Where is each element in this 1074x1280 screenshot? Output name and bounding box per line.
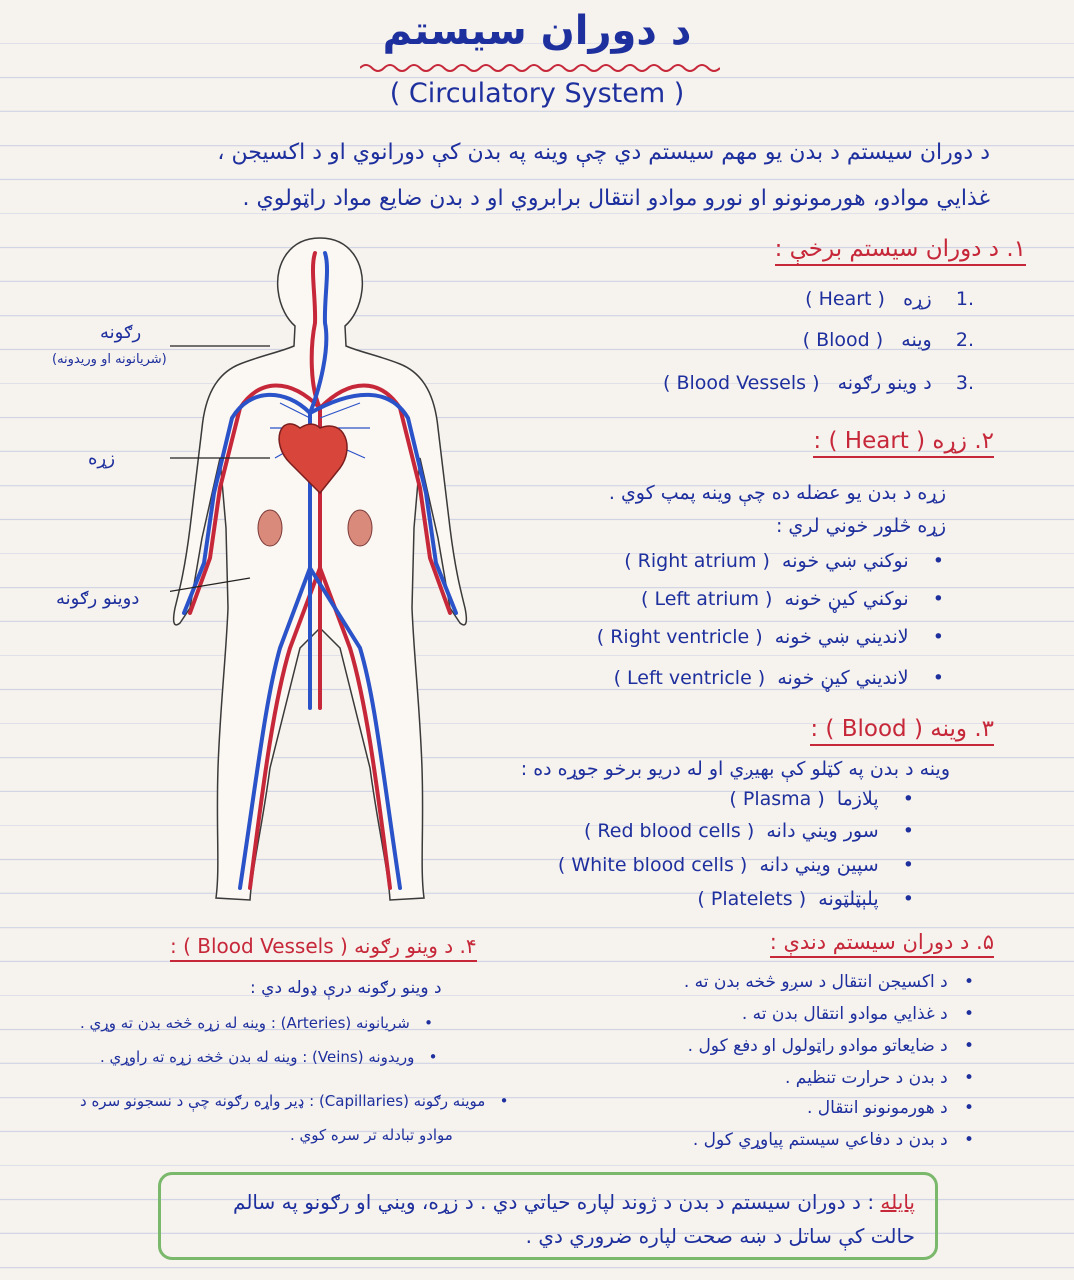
- item-number: .1: [955, 288, 974, 310]
- item-text: د بدن د دفاعي سیستم پیاوړي کول .: [692, 1130, 948, 1150]
- item-pashto: سور ویني دانه: [766, 820, 879, 842]
- intro-line: د دوران سیستم د بدن یو مهم سیستم دي چې وینه په بدن کې دورانوي او د اکسیجن ،: [217, 140, 990, 165]
- item-english: ( Blood Vessels ): [663, 372, 820, 394]
- list-item: • د اکسیجن انتقال د سږو څخه بدن ته .: [683, 972, 974, 992]
- list-item: • شریانونه (Arteries) : وینه له زړه څخه بدن ته وړي .: [80, 1014, 433, 1032]
- list-item: • د ضایعاتو موادو راټولول او دفع کول .: [687, 1036, 974, 1056]
- section4-line: د وینو رګونه درې ډوله دي :: [250, 978, 442, 998]
- section4-heading: ۴. د وینو رګونه ( Blood Vessels ) :: [170, 934, 477, 962]
- list-item: [805, 288, 974, 310]
- item-text: د هورمونونو انتقال .: [806, 1098, 948, 1118]
- list-item: • پلېټلټونه ( Platelets ): [697, 888, 914, 910]
- list-item: • پلازما ( Plasma ): [729, 788, 914, 810]
- section2-heading: ۲. زړه ( Heart ) :: [813, 428, 994, 458]
- item-text: شریانونه (Arteries) : وینه له زړه څخه بدن ته وړي .: [80, 1014, 410, 1032]
- item-pashto: لاندیني ښي خونه: [774, 626, 909, 648]
- item-pashto: سپین ویني دانه: [759, 854, 879, 876]
- item-text: وریدونه (Veins) : وینه له بدن څخه زړه ته راوړي .: [100, 1048, 415, 1066]
- item-number: .3: [955, 372, 974, 394]
- item-text: موینه رګونه (Capillaries) : ډیر واړه رګونه چې د نسجونو سره د: [80, 1092, 486, 1110]
- label-heart: زړه: [88, 448, 116, 469]
- intro-paragraph: [60, 130, 990, 222]
- item-pashto: پلېټلټونه: [818, 888, 879, 910]
- section2-line: زړه څلور خوني لري :: [775, 515, 946, 537]
- list-item: • وریدونه (Veins) : وینه له بدن څخه زړه ته راوړي .: [100, 1048, 438, 1066]
- list-item: [803, 329, 974, 351]
- item-pashto: لاندیني کیڼ خونه: [777, 667, 909, 689]
- list-item: • موینه رګونه (Capillaries) : ډیر واړه رګونه چې د نسجونو سره د: [80, 1092, 509, 1110]
- section4-continuation: موادو تبادله تر سره کوي .: [290, 1126, 453, 1144]
- section2-line: زړه د بدن یو عضله ده چې وینه پمپ کوي .: [608, 482, 946, 504]
- item-english: ( Heart ): [805, 288, 885, 310]
- summary-text: : د دوران سیستم د بدن د ژوند لپاره حیاتي دي . د زړه، ویني او رګونو په سالم: [233, 1190, 875, 1214]
- list-item: • لاندیني کیڼ خونه ( Left ventricle ): [613, 667, 944, 689]
- item-pashto: نوکني کیڼ خونه: [784, 588, 909, 610]
- item-english: ( Left ventricle ): [613, 667, 766, 689]
- item-english: ( Left atrium ): [641, 588, 773, 610]
- list-item: • نوکني کیڼ خونه ( Left atrium ): [641, 588, 944, 610]
- list-item: [663, 372, 974, 394]
- item-pashto: وینه: [901, 329, 932, 351]
- summary-key: پایله: [880, 1190, 915, 1214]
- list-item: • د هورمونونو انتقال .: [806, 1098, 974, 1118]
- item-pashto: نوکني ښي خونه: [782, 550, 909, 572]
- summary-box: [158, 1172, 938, 1260]
- label-vessels-sub: (شریانونه او وریدونه): [52, 352, 167, 367]
- list-item: • نوکني ښي خونه ( Right atrium ): [624, 550, 944, 572]
- item-text: د بدن د حرارت تنظیم .: [784, 1068, 948, 1088]
- item-pashto: د وینو رګونه: [837, 372, 932, 394]
- list-item: • سپین ویني دانه ( White blood cells ): [557, 854, 914, 876]
- section3-line: وینه د بدن په کټلو کې بهیږي او له دریو برخو جوړه ده :: [520, 758, 950, 780]
- list-item: • د غذايي موادو انتقال بدن ته .: [741, 1004, 974, 1024]
- page-subtitle: ( Circulatory System ): [389, 78, 685, 109]
- item-english: ( Red blood cells ): [583, 820, 755, 842]
- item-english: ( Plasma ): [729, 788, 825, 810]
- summary-line: حالت کې ساتل د ښه صحت لپاره ضروري دي .: [525, 1224, 915, 1248]
- intro-line: غذايي موادو، هورمونونو او نورو موادو انتقال برابروي او د بدن ضایع مواد راټولوي .: [242, 186, 990, 211]
- item-text: د ضایعاتو موادو راټولول او دفع کول .: [687, 1036, 948, 1056]
- section3-heading: ۳. وینه ( Blood ) :: [810, 716, 994, 746]
- item-number: .2: [955, 329, 974, 351]
- label-vessels: رګونه: [100, 322, 142, 343]
- label-blood-vessels: دوینو رګونه: [56, 588, 140, 609]
- item-english: ( Right ventricle ): [596, 626, 763, 648]
- section1-heading: ۱. د دوران سیستم برخې :: [775, 236, 1026, 266]
- item-english: ( Platelets ): [697, 888, 807, 910]
- page-title: د دوران سیستم: [382, 8, 692, 54]
- item-english: ( White blood cells ): [557, 854, 748, 876]
- item-text: د غذايي موادو انتقال بدن ته .: [741, 1004, 948, 1024]
- item-pashto: پلازما: [836, 788, 879, 810]
- list-item: • د بدن د حرارت تنظیم .: [784, 1068, 974, 1088]
- item-text: د اکسیجن انتقال د سږو څخه بدن ته .: [683, 972, 948, 992]
- item-english: ( Right atrium ): [624, 550, 770, 572]
- item-english: ( Blood ): [802, 329, 884, 351]
- title-underline: [360, 62, 720, 74]
- list-item: • د بدن د دفاعي سیستم پیاوړي کول .: [692, 1130, 974, 1150]
- list-item: • سور ویني دانه ( Red blood cells ): [583, 820, 914, 842]
- section5-heading: ۵. د دوران سیستم دندې :: [770, 930, 994, 958]
- list-item: • لاندیني ښي خونه ( Right ventricle ): [596, 626, 944, 648]
- summary-line: [181, 1185, 915, 1219]
- circulatory-diagram: [170, 228, 470, 918]
- item-pashto: زړه: [903, 288, 932, 310]
